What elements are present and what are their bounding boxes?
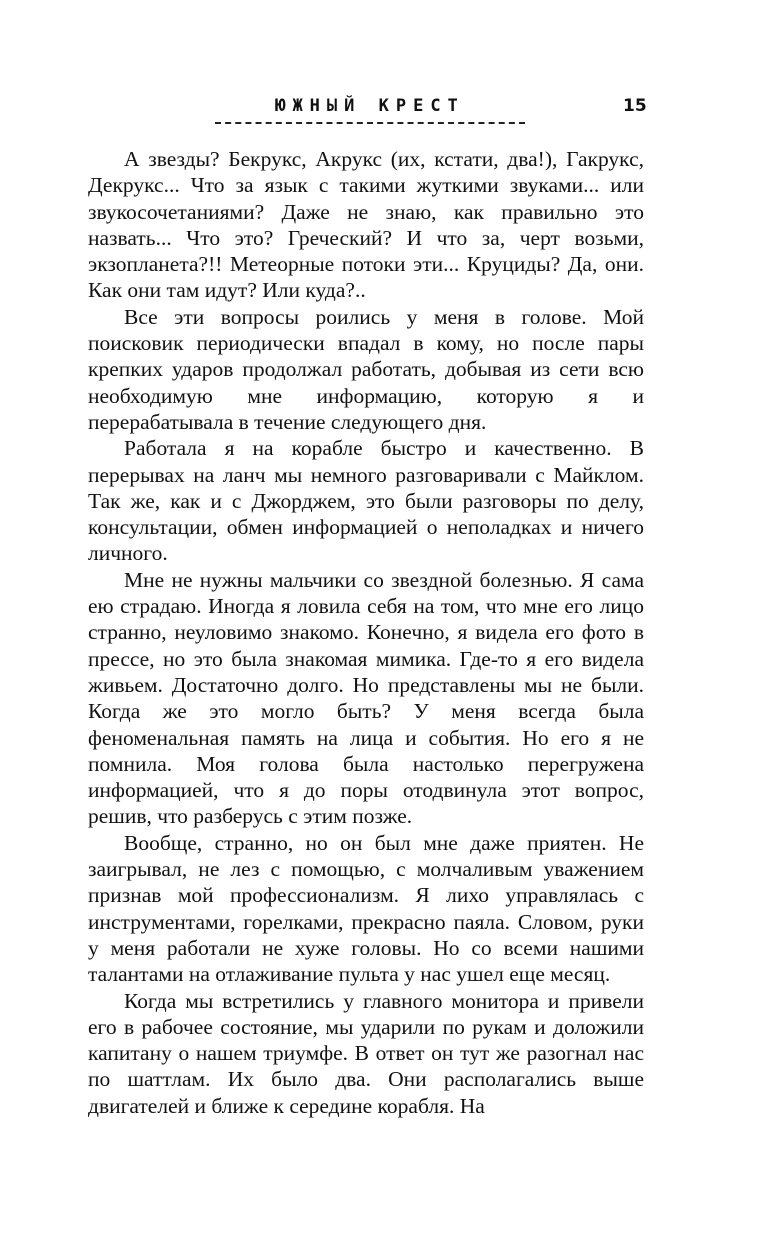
paragraph: Работала я на корабле быстро и качественно. В перерывах на ланч мы немного разговаривали с Майклом. Так же, как и с Джорджем, это были разговоры по делу, консультации, обмен информацией о неполадках и ничего личного. (88, 436, 644, 566)
header-dashed-rule (215, 122, 525, 124)
page-number: 15 (623, 96, 647, 116)
paragraph: Мне не нужны мальчики со звездной болезнью. Я сама ею страдаю. Иногда я ловила себя на том, что мне его лицо странно, неуловимо знакомо. Конечно, я видела его фото в прессе, но это была знакомая мимика. Где-то я его видела живьем. Достаточно долго. Но представлены мы не были. Когда же это могло быть? У меня всегда была феноменальная память на лица и события. Но его я не помнила. Моя голова была настолько перегружена информацией, что я до поры отодвинула этот вопрос, решив, что разберусь с этим позже. (88, 567, 644, 829)
paragraph: Все эти вопросы роились у меня в голове. Мой поисковик периодически впадал в кому, но после пары крепких ударов продолжал работать, добывая из сети всю необходимую мне информацию, которую я и перерабатывала в течение следующего дня. (88, 304, 644, 434)
paragraph: Вообще, странно, но он был мне даже приятен. Не заигрывал, не лез с помощью, с молчаливым уважением признав мой профессионализм. Я лихо управлялась с инструментами, горелками, прекрасно паяла. Словом, руки у меня работали не хуже головы. Но со всеми нашими талантами на отлаживание пульта у нас ушел еще месяц. (88, 830, 644, 987)
paragraph: А звезды? Бекрукс, Акрукс (их, кстати, два!), Гакрукс, Декрукс... Что за язык с такими жуткими звуками... или звукосочетаниями? Даже не знаю, как правильно это назвать... Что это? Греческий? И что за, черт возьми, экзопланета?!! Метеорные потоки эти... Круциды? Да, они. Как они там идут? Или куда?.. (88, 147, 644, 303)
body-text (88, 146, 644, 1119)
running-header (0, 96, 768, 136)
paragraph: Когда мы встретились у главного монитора и привели его в рабочее состояние, мы ударили по рукам и доложили капитану о нашем триумфе. В ответ он тут же разогнал нас по шаттлам. Их было два. Они располагались выше двигателей и ближе к середине корабля. На (88, 988, 644, 1118)
running-title: ЮЖНЫЙ КРЕСТ (275, 96, 465, 116)
